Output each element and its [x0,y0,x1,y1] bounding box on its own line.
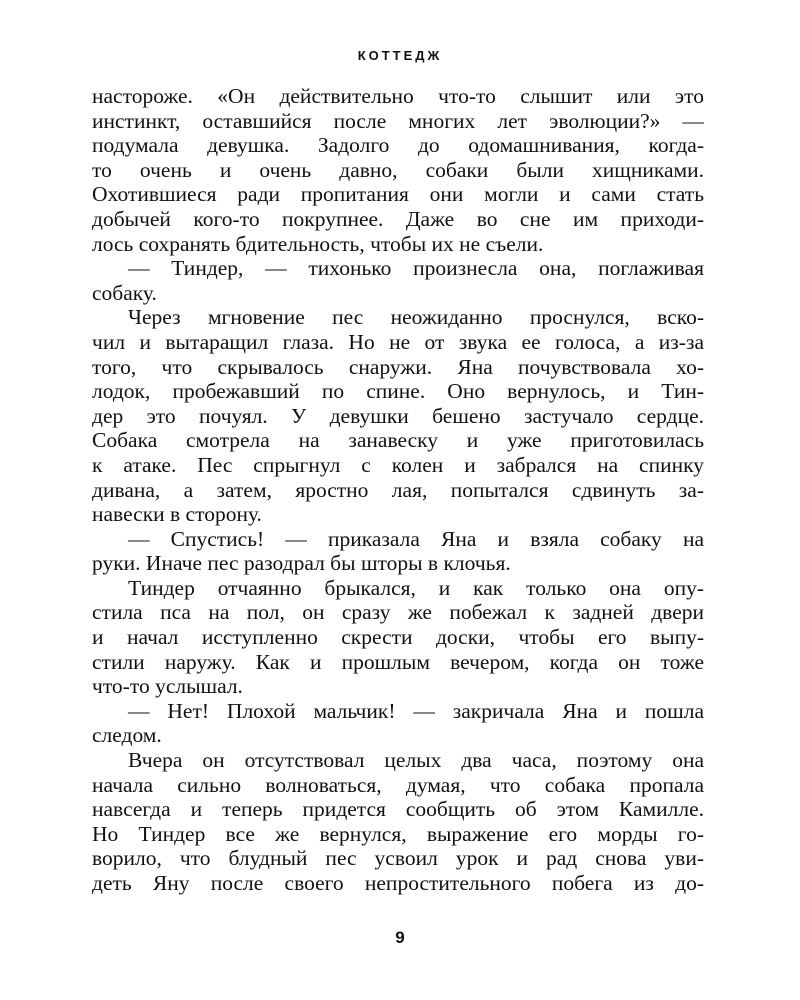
text-line: стили наружу. Как и прошлым вечером, когда он тоже [92,649,704,674]
text-line: того, что скрывалось снаружи. Яна почувствовала хо- [92,354,704,379]
text-line: то очень и очень давно, собаки были хищниками. [92,157,704,182]
text-line: начала сильно волноваться, думая, что собака пропала [92,772,704,797]
text-line: следом. [92,723,162,748]
text-line: — Нет! Плохой мальчик! — закричала Яна и пошла [128,698,704,723]
text-line: дер это почуял. У девушки бешено застучало сердце. [92,403,704,428]
text-line: Собака смотрела на занавеску и уже приготовилась [92,428,704,453]
text-line: Через мгновение пес неожиданно проснулся, вско- [128,305,704,330]
text-line: лодок, пробежавший по спине. Оно вернулось, и Тин- [92,379,704,404]
text-line: — Тиндер, — тихонько произнесла она, поглаживая [128,256,704,281]
text-line: Тиндер отчаянно брыкался, и как только она опу- [128,575,704,600]
text-line: чил и вытаращил глаза. Но не от звука ее голоса, а из-за [92,329,704,354]
text-line: настороже. «Он действительно что-то слышит или это [92,84,704,108]
page-number: 9 [395,928,405,947]
text-line: ворило, что блудный пес усвоил урок и рад снова уви- [92,846,704,871]
text-line: деть Яну после своего непростительного побега из до- [92,871,704,895]
text-line: дивана, а затем, яростно лая, попытался сдвинуть за- [92,477,704,502]
text-line: что-то услышал. [92,674,243,699]
text-line: инстинкт, оставшийся после многих лет эволюции?» — [92,108,704,133]
text-line: собаку. [92,280,157,305]
running-header: КОТТЕДЖ [357,48,443,63]
text-line: и начал исступленно скрести доски, чтобы его выпу- [92,625,704,650]
text-line: Но Тиндер все же вернулся, выражение его морды го- [92,821,704,846]
text-line: навсегда и теперь придется сообщить об этом Камилле. [92,797,704,822]
text-line: Вчера он отсутствовал целых два часа, поэтому она [128,748,704,773]
text-line: подумала девушка. Задолго до одомашнивания, когда- [92,133,704,158]
text-line: к атаке. Пес спрыгнул с колен и забрался на спинку [92,452,704,477]
text-line: лось сохранять бдительность, чтобы их не съели. [92,231,544,256]
text-line: добычей кого-то покрупнее. Даже во сне им приходи- [92,206,704,231]
text-line: навески в сторону. [92,502,262,527]
text-line: Охотившиеся ради пропитания они могли и сами стать [92,182,704,207]
text-line: стила пса на пол, он сразу же побежал к задней двери [92,600,704,625]
text-line: — Спустись! — приказала Яна и взяла собаку на [128,526,704,551]
text-line: руки. Иначе пес разодрал бы шторы в клочья. [92,551,511,576]
body-text [92,84,704,896]
